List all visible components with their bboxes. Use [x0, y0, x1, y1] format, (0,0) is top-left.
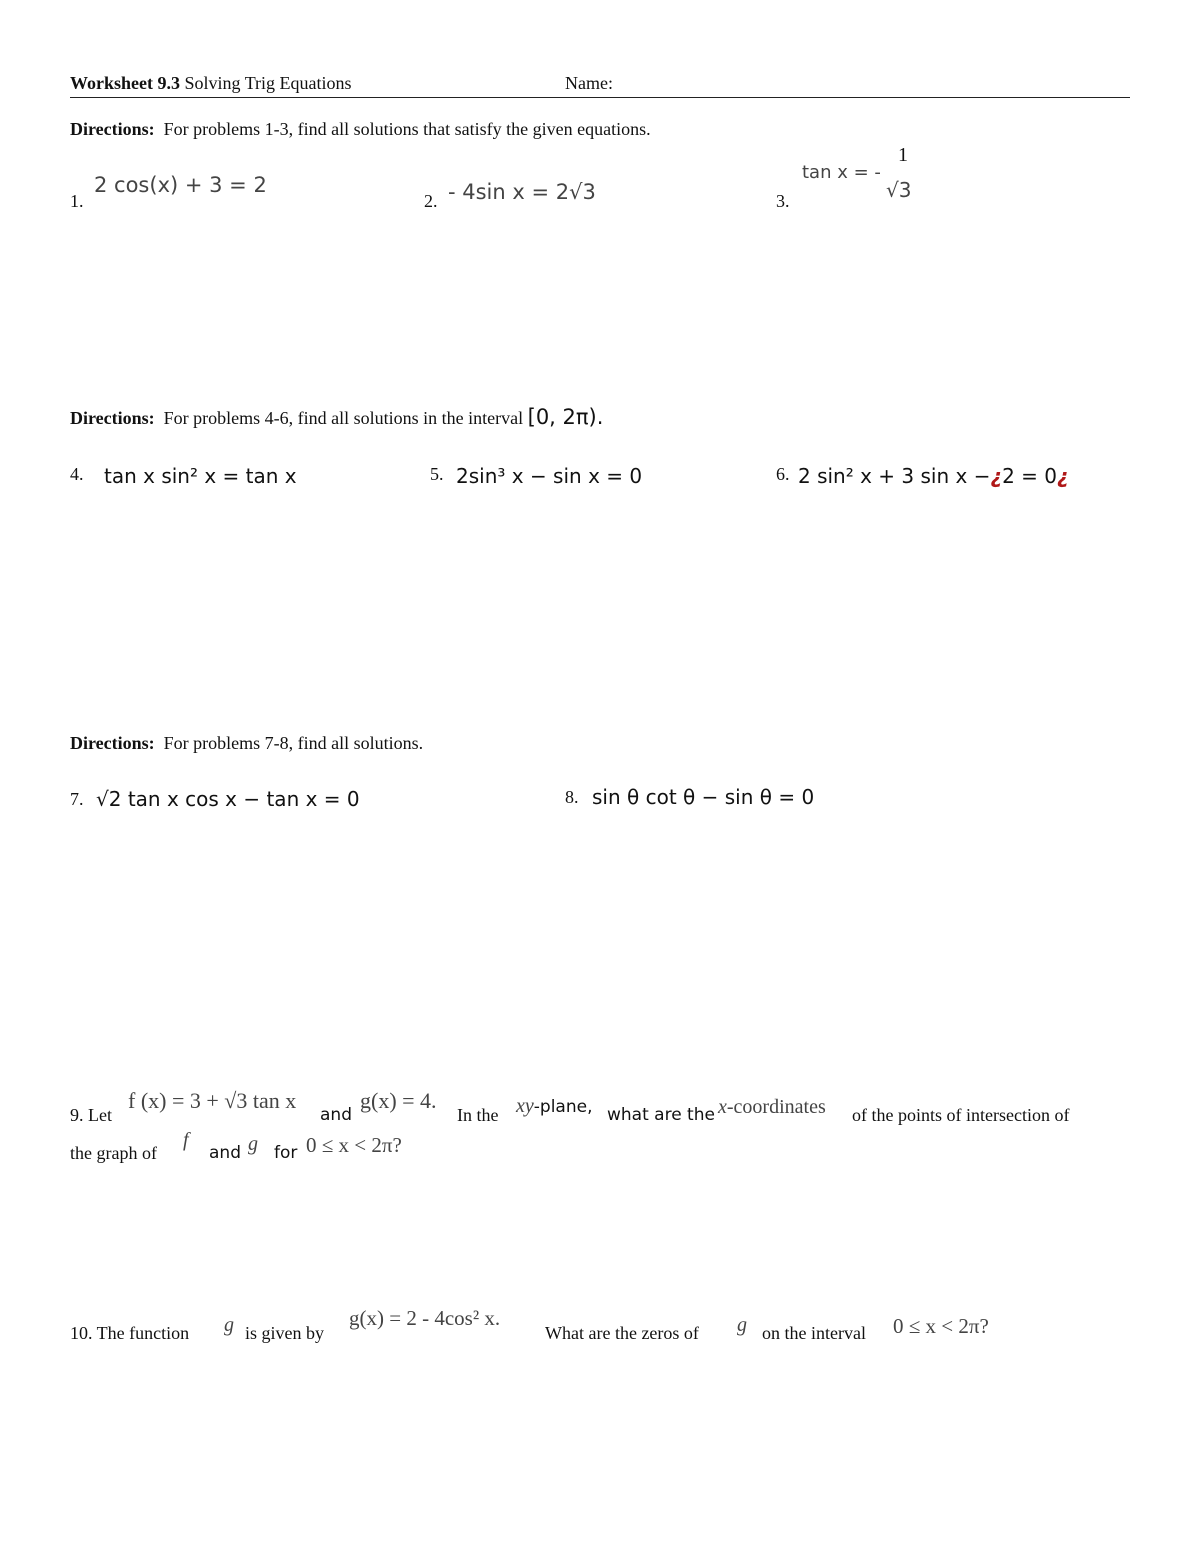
problem-9-g-symbol: g — [248, 1133, 258, 1155]
problem-9-and-2: and — [209, 1143, 241, 1163]
interval: [0, 2π). — [527, 405, 604, 429]
worksheet-number: Worksheet 9.3 — [70, 73, 180, 93]
problem-4-number: 4. — [70, 464, 84, 484]
problem-5-equation: 2sin³ x − sin x = 0 — [456, 464, 643, 488]
directions-text: For problems 1-3, find all solutions that satisfy the given equations. — [163, 119, 651, 139]
problem-10-g-symbol-2: g — [737, 1314, 747, 1336]
problem-9-line2-lead: the graph of — [70, 1143, 157, 1163]
problem-9-f-definition: f (x) = 3 + √3 tan x — [128, 1088, 297, 1113]
directions-text: For problems 4-6, find all solutions in the interval — [163, 408, 524, 428]
problem-6-equation — [798, 464, 1069, 488]
worksheet-title — [70, 73, 352, 94]
problem-1-number: 1. — [70, 191, 84, 211]
problem-9-in-the: In the — [457, 1105, 499, 1125]
header-rule — [70, 97, 1130, 98]
problem-6-equation-main: 2 sin² x + 3 sin x − — [798, 464, 991, 488]
problem-6-number: 6. — [776, 464, 790, 484]
problem-2-equation: - 4sin x = 2√3 — [448, 180, 596, 204]
name-label: Name: — [565, 73, 613, 93]
xy-variable: xy — [516, 1095, 534, 1117]
problem-10-g-definition: g(x) = 2 - 4cos² x. — [349, 1306, 501, 1330]
problem-1-equation: 2 cos(x) + 3 = 2 — [94, 173, 267, 197]
problem-10-g-symbol: g — [224, 1314, 234, 1336]
problem-7-number: 7. — [70, 789, 84, 809]
directions-label: Directions: — [70, 408, 155, 428]
problem-9-rest: of the points of intersection of — [852, 1105, 1070, 1125]
problem-5-number: 5. — [430, 464, 444, 484]
directions-text: For problems 7-8, find all solutions. — [163, 733, 424, 753]
directions-label: Directions: — [70, 119, 155, 139]
directions-1 — [70, 119, 651, 140]
problem-10-range: 0 ≤ x < 2π? — [893, 1314, 989, 1338]
plane-text: -plane, — [533, 1097, 593, 1117]
problem-3-equation-left: tan x = - — [802, 162, 881, 183]
problem-9-x-coordinates — [718, 1096, 826, 1119]
x-variable: x — [718, 1096, 727, 1118]
problem-9-what-are: what are the — [607, 1105, 715, 1125]
problem-6-equation-mid: 2 = 0 — [1002, 464, 1057, 488]
problem-9-xy-plane — [516, 1095, 592, 1118]
problem-10-given-by: is given by — [245, 1323, 324, 1343]
inverted-question-glyph: ¿ — [1057, 464, 1069, 488]
problem-10-interval-text: on the interval — [762, 1323, 866, 1343]
problem-9-g-definition: g(x) = 4. — [360, 1088, 437, 1113]
problem-8-equation: sin θ cot θ − sin θ = 0 — [592, 785, 815, 809]
problem-7-equation: √2 tan x cos x − tan x = 0 — [96, 787, 360, 811]
worksheet-topic: Solving Trig Equations — [184, 73, 352, 93]
problem-10-lead: 10. The function — [70, 1323, 190, 1343]
directions-2 — [70, 405, 603, 429]
problem-2-number: 2. — [424, 191, 438, 211]
problem-9-f-symbol: f — [183, 1129, 189, 1151]
problem-9-range: 0 ≤ x < 2π? — [306, 1133, 402, 1157]
problem-8-number: 8. — [565, 787, 579, 807]
problem-9-lead: 9. Let — [70, 1105, 112, 1125]
problem-3-denominator: √3 — [886, 178, 912, 202]
directions-label: Directions: — [70, 733, 155, 753]
problem-3-number: 3. — [776, 191, 790, 211]
problem-9-for: for — [274, 1143, 298, 1163]
problem-3-numerator: 1 — [898, 144, 908, 166]
coordinates-text: -coordinates — [726, 1096, 826, 1118]
inverted-question-glyph: ¿ — [990, 464, 1003, 488]
problem-9-and: and — [320, 1105, 352, 1125]
problem-10-question: What are the zeros of — [545, 1323, 699, 1343]
directions-3 — [70, 733, 423, 754]
problem-4-equation: tan x sin² x = tan x — [104, 464, 297, 488]
